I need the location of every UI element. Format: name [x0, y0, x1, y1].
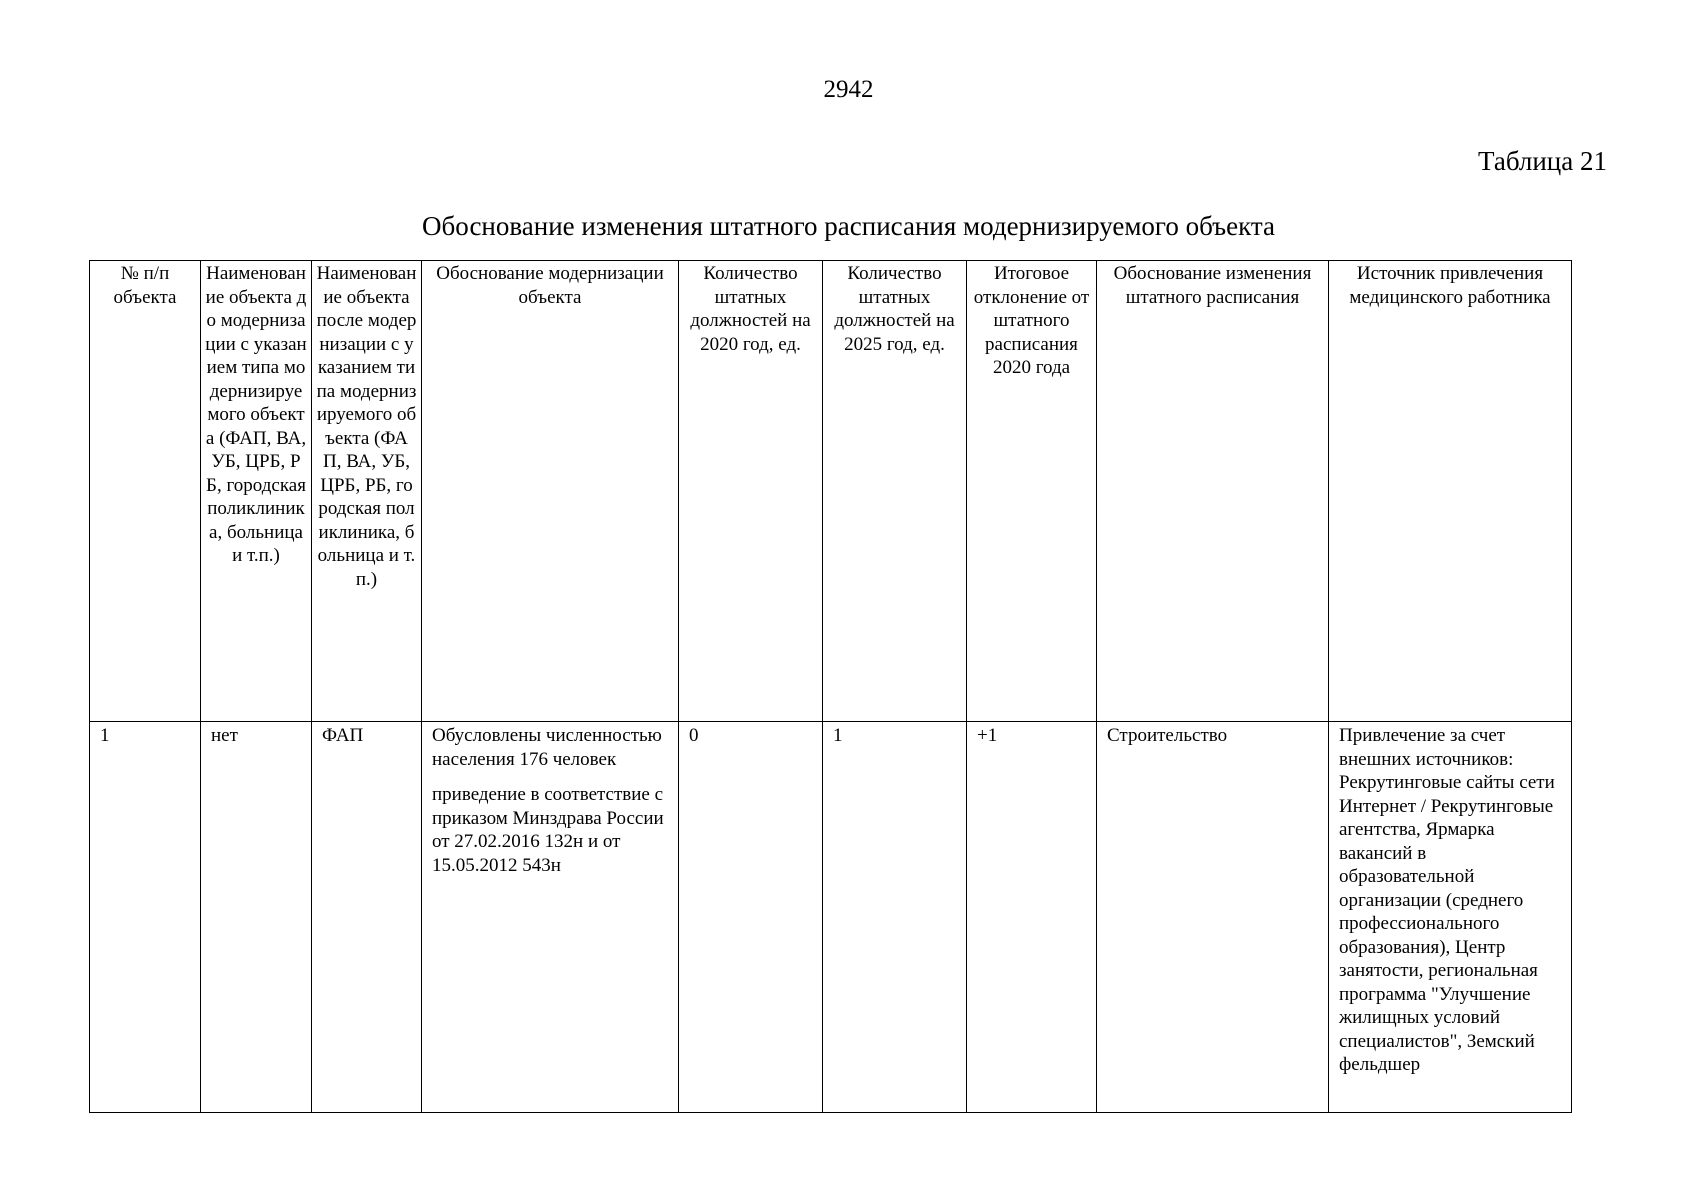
col-header-justification: Обоснование модернизации объекта — [422, 261, 679, 722]
table-label: Таблица 21 — [1478, 146, 1607, 176]
col-header-after: Наименование объекта после модернизации с указанием типа модернизируемого объекта (ФАП, ВА, УБ, ЦРБ, РБ, городская поликлиника, больница и т.п.) — [312, 261, 422, 722]
cell-staff-2025: 1 — [823, 722, 967, 1113]
col-header-deviation: Итоговое отклонение от штатного расписания 2020 года — [967, 261, 1097, 722]
col-header-number: № п/п объекта — [90, 261, 201, 722]
justification-line-1: Обусловлены численностью населения 176 человек — [432, 725, 662, 770]
justification-line-2: приведение в соответствие с приказом Минздрава России от 27.02.2016 132н и от 15.05.2012 543н — [432, 784, 664, 876]
cell-change-reason: Строительство — [1097, 722, 1329, 1113]
cell-source: Привлечение за счет внешних источников: Рекрутинговые сайты сети Интернет / Рекрутинговые агентства, Ярмарка вакансий в образовательной организации (среднего профессионального образования), Центр занятости, региональная программа "Улучшение жилищных условий специалистов", Земский фельдшер — [1329, 722, 1572, 1113]
table-row — [90, 722, 1572, 1113]
cell-justification — [422, 722, 679, 1113]
cell-staff-2020: 0 — [679, 722, 823, 1113]
cell-deviation: +1 — [967, 722, 1097, 1113]
col-header-staff-2020: Количество штатных должностей на 2020 год, ед. — [679, 261, 823, 722]
cell-before: нет — [201, 722, 312, 1113]
cell-after: ФАП — [312, 722, 422, 1113]
col-header-staff-2025: Количество штатных должностей на 2025 год, ед. — [823, 261, 967, 722]
table-header-row — [90, 261, 1572, 722]
col-header-change-reason: Обоснование изменения штатного расписания — [1097, 261, 1329, 722]
page-number: 2942 — [823, 76, 874, 103]
col-header-before: Наименование объекта до модернизации с указанием типа модернизируемого объекта (ФАП, ВА, УБ, ЦРБ, РБ, городская поликлиника, больница и т.п.) — [201, 261, 312, 722]
cell-number: 1 — [90, 722, 201, 1113]
staffing-table — [89, 260, 1572, 1113]
document-title: Обоснование изменения штатного расписания модернизируемого объекта — [422, 211, 1275, 241]
col-header-source: Источник привлечения медицинского работника — [1329, 261, 1572, 722]
